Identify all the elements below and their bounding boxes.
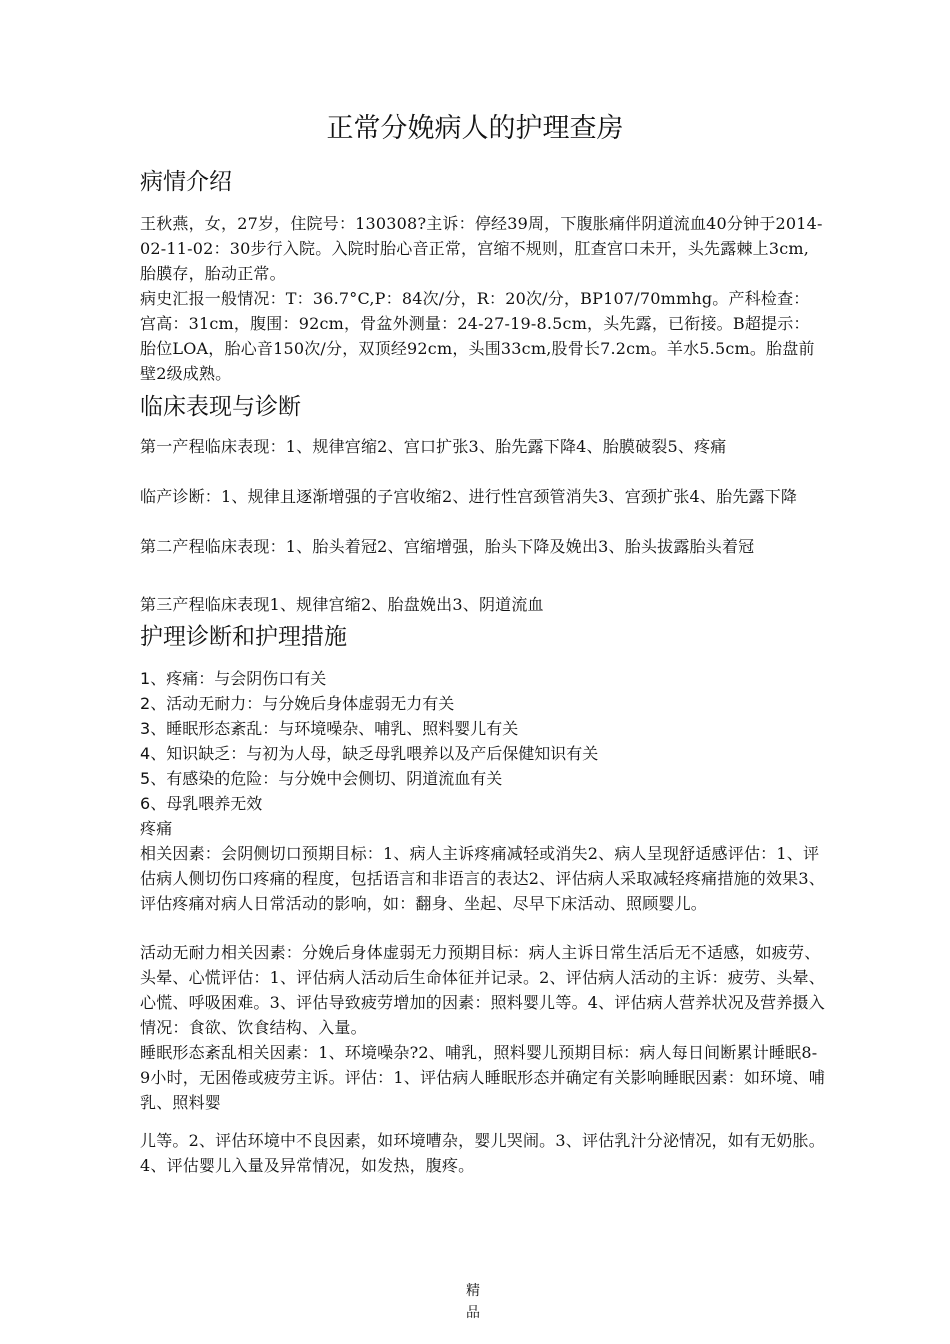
list-item: 4、知识缺乏：与初为人母，缺乏母乳喂养以及产后保健知识有关 (140, 744, 599, 763)
list-item: 2、活动无耐力：与分娩后身体虚弱无力有关 (140, 694, 455, 713)
page-title: 正常分娩病人的护理查房 (326, 113, 624, 144)
paragraph-history: 病史汇报一般情况：T：36.7°C,P：84次/分，R：20次/分，BP107/70mmhg。产科检查：宫高：31cm，腹围：92cm，骨盆外测量：24-27-19-8.5cm，头先露，已衔接。B超提示：胎位LOA，胎心音150次/分，双顶经92cm，头围33cm,股骨长7.2cm。羊水5.5cm。胎盘前壁2级成熟。 (140, 289, 815, 383)
paragraph-sleep-measures-continued: 儿等。2、评估环境中不良因素，如环境嘈杂，婴儿哭闹。3、评估乳汁分泌情况，如有无奶胀。4、评估婴儿入量及异常情况，如发热，腹疼。 (140, 1131, 825, 1175)
section-heading-nursing: 护理诊断和护理措施 (140, 624, 347, 650)
paragraph-pain-label: 疼痛 (140, 819, 173, 838)
paragraph-sleep-measures: 睡眠形态紊乱相关因素：1、环境噪杂?2、哺乳，照料婴儿预期目标：病人每日间断累计睡眠8-9小时，无困倦或疲劳主诉。评估：1、评估病人睡眠形态并确定有关影响睡眠因素：如环境、哺乳、照料婴 (140, 1043, 825, 1112)
section-heading-clinical: 临床表现与诊断 (140, 394, 301, 420)
paragraph-patient-intro: 王秋燕，女，27岁，住院号：130308?主诉：停经39周，下腹胀痛伴阴道流血40分钟于2014-02-11-02：30步行入院。入院时胎心音正常，宫缩不规则，肛查宫口未开，头先露棘上3cm,胎膜存，胎动正常。 (140, 214, 823, 283)
paragraph-stage-three: 第三产程临床表现1、规律宫缩2、胎盘娩出3、阴道流血 (140, 595, 544, 614)
paragraph-stage-two: 第二产程临床表现：1、胎头着冠2、宫缩增强，胎头下降及娩出3、胎头拔露胎头着冠 (140, 537, 755, 556)
list-item: 3、睡眠形态紊乱：与环境噪杂、哺乳、照料婴儿有关 (140, 719, 519, 738)
list-item: 1、疼痛：与会阴伤口有关 (140, 669, 327, 688)
paragraph-stage-one: 第一产程临床表现：1、规律宫缩2、宫口扩张3、胎先露下降4、胎膜破裂5、疼痛 (140, 437, 727, 456)
section-heading-condition: 病情介绍 (140, 169, 232, 195)
paragraph-activity-measures: 活动无耐力相关因素：分娩后身体虚弱无力预期目标：病人主诉日常生活后无不适感，如疲劳、头晕、心慌评估：1、评估病人活动后生命体征并记录。2、评估病人活动的主诉：疲劳、头晕、心慌、呼吸困难。3、评估导致疲劳增加的因素：照料婴儿等。4、评估病人营养状况及营养摄入情况：食欲、饮食结构、入量。 (140, 943, 825, 1037)
page-footer: 精品 (466, 1283, 480, 1321)
list-item: 6、母乳喂养无效 (140, 794, 263, 813)
paragraph-labor-diagnosis: 临产诊断：1、规律且逐渐增强的子宫收缩2、进行性宫颈管消失3、宫颈扩张4、胎先露下降 (140, 487, 798, 506)
paragraph-pain-measures: 相关因素：会阴侧切口预期目标：1、病人主诉疼痛减轻或消失2、病人呈现舒适感评估：1、评估病人侧切伤口疼痛的程度，包括语言和非语言的表达2、评估病人采取减轻疼痛措施的效果3、评估疼痛对病人日常活动的影响，如：翻身、坐起、尽早下床活动、照顾婴儿。 (140, 844, 825, 913)
list-item: 5、有感染的危险：与分娩中会侧切、阴道流血有关 (140, 769, 503, 788)
